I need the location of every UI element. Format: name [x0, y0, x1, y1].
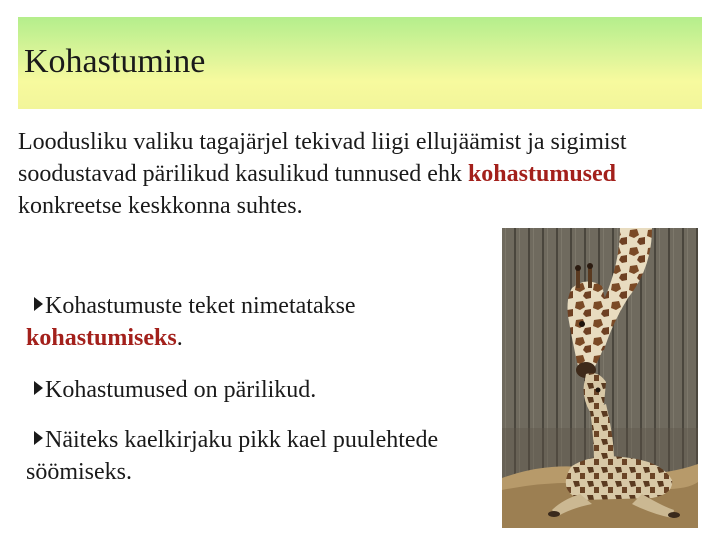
- bullet-text: Näiteks kaelkirjaku pikk kael puulehtede söömiseks.: [26, 427, 439, 485]
- slide-title: Kohastumine: [24, 43, 206, 80]
- bullet-item: [26, 374, 496, 406]
- bullet-text: Kohastumuste teket nimetatakse: [45, 293, 356, 319]
- bullet-text: Kohastumused on pärilikud.: [45, 377, 317, 403]
- intro-text-part1: Loodusliku valiku tagajärjel tekivad liigi ellujäämist ja sigimist soodustavad pärilikud kasulikud tunnused ehk: [18, 129, 627, 187]
- triangle-bullet-icon: [34, 431, 43, 445]
- bullet-highlight-term: kohastumiseks: [26, 325, 177, 351]
- bullet-item: [26, 290, 496, 354]
- bullet-item: [26, 424, 496, 488]
- giraffe-photo: [502, 228, 698, 528]
- title-bar: [18, 17, 702, 109]
- triangle-bullet-icon: [34, 297, 43, 311]
- intro-highlight-term: kohastumused: [467, 161, 617, 187]
- intro-text-part2: konkreetse keskkonna suhtes.: [18, 193, 303, 219]
- bullet-list: [26, 290, 496, 485]
- triangle-bullet-icon: [34, 381, 43, 395]
- intro-paragraph: [18, 126, 658, 222]
- bullet-text-end: .: [176, 325, 183, 351]
